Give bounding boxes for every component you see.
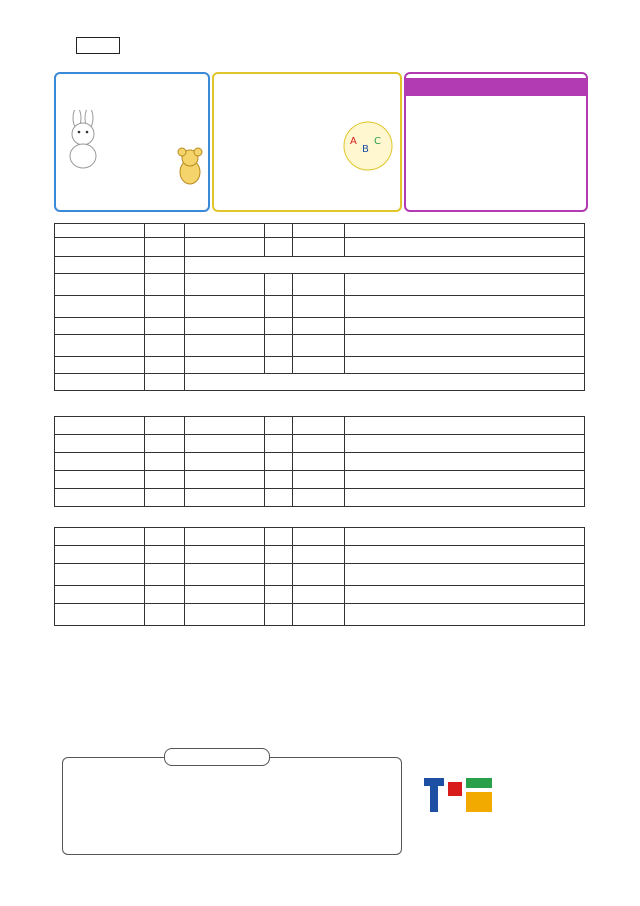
program-content [345, 357, 585, 374]
program-apply-start [293, 528, 345, 546]
svg-text:B: B [362, 144, 369, 155]
program-capacity [265, 528, 293, 546]
header-name [55, 224, 145, 238]
program-time [185, 564, 265, 586]
program-capacity [265, 604, 293, 626]
program-apply-start [293, 564, 345, 586]
table-row [55, 335, 585, 357]
program-name [55, 453, 145, 471]
table-row [55, 604, 585, 626]
program-date [145, 435, 185, 453]
program-capacity [265, 417, 293, 435]
program-content [185, 374, 585, 391]
program-apply-start [293, 435, 345, 453]
program-time [185, 274, 265, 296]
program-name [55, 489, 145, 507]
program-apply-start [293, 357, 345, 374]
program-content [345, 564, 585, 586]
program-apply-start [293, 274, 345, 296]
program-capacity [265, 357, 293, 374]
year-badge [76, 37, 120, 54]
program-time [185, 238, 265, 257]
program-capacity [265, 546, 293, 564]
rabbit-illustration [60, 110, 106, 170]
header-time [185, 224, 265, 238]
table-row [55, 357, 585, 374]
program-capacity [265, 335, 293, 357]
banner-baby-english [212, 72, 402, 212]
notice-title [164, 748, 270, 766]
program-content [345, 335, 585, 357]
program-content [345, 453, 585, 471]
program-name [55, 335, 145, 357]
program-capacity [265, 471, 293, 489]
program-content [345, 528, 585, 546]
program-apply-start [293, 604, 345, 626]
program-content [345, 274, 585, 296]
program-name [55, 238, 145, 257]
table-row [55, 274, 585, 296]
program-content [345, 296, 585, 318]
program-time [185, 296, 265, 318]
program-capacity [265, 238, 293, 257]
program-name [55, 546, 145, 564]
header-capacity [265, 224, 293, 238]
program-name [55, 357, 145, 374]
program-name [55, 417, 145, 435]
program-capacity [265, 296, 293, 318]
program-name [55, 374, 145, 391]
program-apply-start [293, 417, 345, 435]
program-capacity [265, 564, 293, 586]
header-date [145, 224, 185, 238]
program-time [185, 357, 265, 374]
svg-text:C: C [374, 136, 381, 147]
program-content [345, 417, 585, 435]
program-time [185, 546, 265, 564]
program-time [185, 471, 265, 489]
program-date [145, 471, 185, 489]
banner-abc-english [404, 72, 588, 212]
table-row [55, 435, 585, 453]
program-date [145, 489, 185, 507]
program-content [185, 257, 585, 274]
program-time [185, 453, 265, 471]
program-capacity [265, 435, 293, 453]
mouse-illustration [174, 146, 206, 186]
table-row [55, 471, 585, 489]
program-date [145, 335, 185, 357]
program-time [185, 318, 265, 335]
program-capacity [265, 318, 293, 335]
table-row [55, 546, 585, 564]
program-apply-start [293, 238, 345, 257]
program-name [55, 296, 145, 318]
program-date [145, 318, 185, 335]
program-time [185, 489, 265, 507]
program-content [345, 471, 585, 489]
program-apply-start [293, 453, 345, 471]
program-time [185, 417, 265, 435]
program-name [55, 528, 145, 546]
adult-program-table [54, 223, 585, 391]
program-apply-start [293, 335, 345, 357]
program-capacity [265, 274, 293, 296]
program-date [145, 238, 185, 257]
program-content [345, 489, 585, 507]
program-apply-start [293, 318, 345, 335]
kids-program-table [54, 527, 585, 626]
program-time [185, 528, 265, 546]
program-name [55, 586, 145, 604]
program-date [145, 528, 185, 546]
notice-box [62, 757, 402, 855]
program-name [55, 435, 145, 453]
banner3-title1 [406, 78, 586, 96]
program-date [145, 274, 185, 296]
table-row [55, 528, 585, 546]
program-content [345, 318, 585, 335]
program-content [345, 435, 585, 453]
footer-address [0, 858, 640, 873]
table-row [55, 318, 585, 335]
program-apply-start [293, 546, 345, 564]
program-apply-start [293, 471, 345, 489]
program-time [185, 335, 265, 357]
table-row [55, 417, 585, 435]
program-capacity [265, 453, 293, 471]
program-date [145, 453, 185, 471]
program-name [55, 318, 145, 335]
header-apply [293, 224, 345, 238]
table-row [55, 453, 585, 471]
program-name [55, 274, 145, 296]
table-row [55, 296, 585, 318]
program-date [145, 604, 185, 626]
program-apply-start [293, 489, 345, 507]
program-time [185, 435, 265, 453]
program-date [145, 564, 185, 586]
abc-decoration-icon [340, 118, 396, 174]
program-apply-start [293, 586, 345, 604]
program-content [345, 546, 585, 564]
program-date [145, 357, 185, 374]
program-name [55, 564, 145, 586]
table-row [55, 489, 585, 507]
program-name [55, 257, 145, 274]
program-content [345, 604, 585, 626]
sdgs-wheel-icon [512, 770, 588, 846]
program-content [345, 586, 585, 604]
program-capacity [265, 586, 293, 604]
table-row [55, 238, 585, 257]
table-header-row [55, 224, 585, 238]
table-row [55, 586, 585, 604]
table-row [55, 564, 585, 586]
program-capacity [265, 489, 293, 507]
table-row [55, 257, 585, 274]
table-row [55, 374, 585, 391]
program-date [145, 374, 185, 391]
program-name [55, 604, 145, 626]
program-date [145, 417, 185, 435]
program-date [145, 586, 185, 604]
program-apply-start [293, 296, 345, 318]
banner-nakayoshi [54, 72, 210, 212]
program-time [185, 586, 265, 604]
program-date [145, 296, 185, 318]
toshima-logo-icon [420, 774, 498, 818]
program-name [55, 471, 145, 489]
header-content [345, 224, 585, 238]
program-date [145, 257, 185, 274]
anyone-program-table [54, 416, 585, 507]
program-date [145, 546, 185, 564]
program-time [185, 604, 265, 626]
program-content [345, 238, 585, 257]
svg-text:A: A [350, 136, 357, 147]
